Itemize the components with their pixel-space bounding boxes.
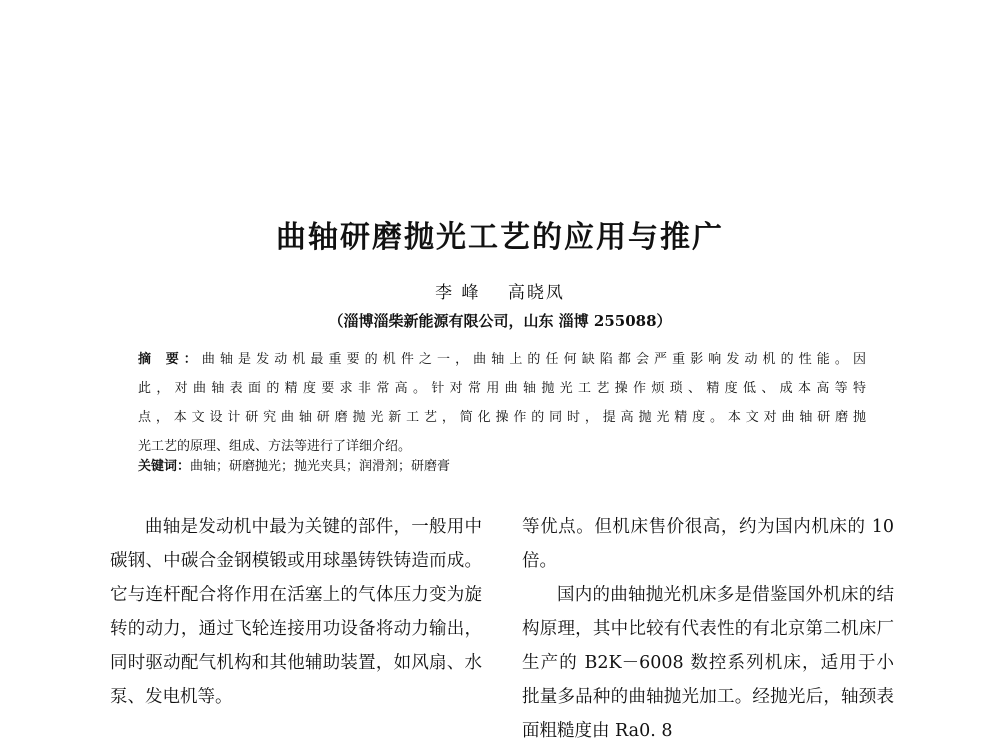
abstract-text-line: 此，对曲轴表面的精度要求非常高。针对常用曲轴抛光工艺操作烦琐、精度低、成本高等特 <box>138 381 866 396</box>
abstract-label: 摘 要： <box>138 352 202 367</box>
keywords <box>138 455 866 479</box>
body-paragraph: 曲轴是发动机中最为关键的部件，一般用中碳钢、中碳合金钢模锻或用球墨铸铁铸造而成。它与连杆配合将作用在活塞上的气体压力变为旋转的动力，通过飞轮连接用功设备将动力输出，同时驱动配气机构和其他辅助装置，如风扇、水泵、发电机等。 <box>110 517 482 707</box>
author-line <box>0 281 1000 305</box>
keywords-text: 曲轴；研磨抛光；抛光夹具；润滑剂；研磨膏 <box>190 459 451 474</box>
body-column-right <box>522 510 894 748</box>
body-paragraph: 等优点。但机床售价很高，约为国内机床的 10 倍。 <box>522 517 894 571</box>
paper-title: 曲轴研磨抛光工艺的应用与推广 <box>276 220 724 255</box>
body-paragraph: 国内的曲轴抛光机床多是借鉴国外机床的结构原理，其中比较有代表性的有北京第二机床厂生产的 B2K－6008 数控系列机床，适用于小批量多品种的曲轴抛光加工。经抛光后，轴颈表面粗糙度由 Ra0. 8 <box>522 585 894 741</box>
body-column-left <box>110 510 482 714</box>
abstract-text-line: 点，本文设计研究曲轴研磨抛光新工艺，简化操作的同时，提高抛光精度。本文对曲轴研磨抛 <box>138 410 866 425</box>
abstract-text-line: 曲轴是发动机最重要的机件之一，曲轴上的任何缺陷都会严重影响发动机的性能。因 <box>201 352 866 367</box>
affiliation: （淄博淄柴新能源有限公司，山东 淄博 255088） <box>328 312 672 330</box>
abstract <box>138 345 866 461</box>
keywords-label: 关键词： <box>138 459 191 474</box>
author-name: 李 峰 <box>435 283 481 303</box>
author-name: 高晓凤 <box>507 283 565 303</box>
abstract-text-line: 光工艺的原理、组成、方法等进行了详细介绍。 <box>138 439 412 454</box>
